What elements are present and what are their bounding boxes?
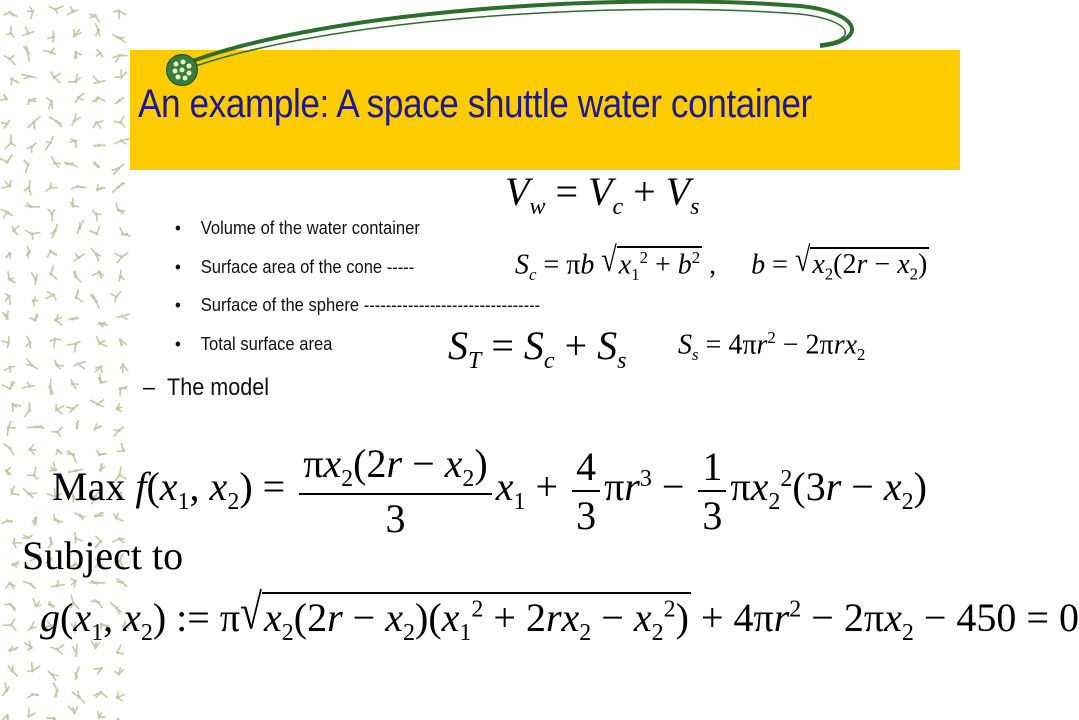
pattern-glyph [95, 365, 103, 373]
pattern-glyph [55, 404, 64, 414]
pattern-glyph [27, 425, 44, 428]
pattern-glyph [27, 143, 37, 153]
pattern-glyph [28, 621, 37, 631]
pattern-glyph [111, 291, 121, 302]
pattern-glyph [27, 693, 39, 698]
bullet-text: Volume of the water container [200, 218, 420, 238]
pattern-glyph [98, 374, 107, 384]
pattern-glyph [114, 427, 124, 437]
pattern-glyph [4, 603, 16, 611]
pattern-glyph [90, 294, 99, 309]
pattern-glyph [47, 250, 57, 258]
pattern-glyph [11, 403, 21, 413]
pattern-glyph [2, 336, 10, 348]
bullet-marker: • [175, 218, 181, 238]
pattern-glyph [93, 691, 107, 698]
pattern-glyph [91, 248, 101, 261]
equation-cone-surface: $S_c = \pi b$ $√x_1^2 + b^2$ , $b = √x_2(2r - x_2)$ [515, 241, 928, 284]
equation-objective: Max $f(x_1$, $x_2$) = $\frac{\pi x_2(2r - x_2)}{3}$ $x_1$ + $\frac{4}{3}$ $\pi r^3$ − $\frac{1}{3}$ $\pi x_2^2(3r - x_2)$ [52, 441, 927, 541]
pattern-glyph [3, 444, 14, 456]
pattern-glyph [49, 266, 57, 279]
pattern-glyph [31, 272, 37, 285]
pattern-glyph [119, 387, 128, 397]
pattern-glyph [5, 582, 15, 590]
pattern-glyph [48, 671, 59, 681]
equation-sphere-surface: $S_s = 4\pi r^2 - 2\pi rx_2$ [678, 328, 866, 364]
pattern-glyph [119, 338, 127, 346]
pattern-glyph [32, 296, 39, 306]
pattern-glyph [97, 711, 105, 719]
sub-item [143, 374, 269, 402]
pattern-glyph [1, 209, 13, 218]
pattern-glyph [112, 164, 125, 175]
pattern-glyph [90, 400, 104, 407]
pattern-glyph [115, 253, 129, 263]
bullet-item [175, 218, 540, 257]
bullet-text: Total surface area [200, 333, 333, 354]
pattern-glyph [2, 381, 15, 390]
pattern-glyph [114, 667, 123, 675]
pattern-glyph [89, 226, 100, 235]
pattern-glyph [66, 404, 78, 412]
pattern-glyph [92, 210, 101, 221]
slide-title: An example: A space shuttle water container [138, 82, 812, 126]
pattern-glyph [98, 322, 108, 327]
pattern-glyph [0, 154, 12, 163]
pattern-glyph [8, 646, 18, 653]
pattern-glyph [74, 667, 79, 680]
pattern-glyph [114, 139, 129, 144]
pattern-glyph [112, 182, 125, 192]
pattern-glyph [72, 690, 85, 703]
bullet-marker: • [175, 333, 181, 354]
pattern-glyph [68, 316, 78, 320]
pattern-glyph [116, 578, 127, 587]
pattern-glyph [116, 403, 123, 412]
equation-constraint: $g(x_1$, $x_2$) := $\pi√x_2(2r - x_2)(x_1^2 + 2rx_2 - x_2^2) + 4\pi r^2 - 2\pi x_2 - 450 = 0$ [40, 583, 1079, 646]
pattern-glyph [29, 444, 37, 455]
pattern-glyph [2, 682, 9, 696]
pattern-glyph [54, 314, 62, 325]
pattern-glyph [8, 271, 16, 283]
pattern-glyph [73, 362, 86, 370]
subject-to-label: Subject to [22, 533, 184, 578]
pattern-glyph [24, 402, 31, 417]
pattern-glyph [5, 293, 11, 304]
equation-volume: $V_w = V_c + V_s$ [505, 169, 700, 220]
pattern-glyph [120, 227, 131, 236]
pattern-glyph [70, 198, 79, 208]
pattern-glyph [27, 467, 38, 480]
pattern-glyph [120, 363, 128, 373]
pattern-glyph [1, 714, 9, 720]
pattern-glyph [96, 336, 107, 346]
pattern-glyph [48, 209, 55, 222]
pattern-glyph [3, 619, 16, 631]
pattern-glyph [89, 580, 105, 584]
pattern-glyph [32, 517, 38, 526]
pattern-glyph [12, 225, 19, 235]
pattern-glyph [93, 667, 103, 675]
pattern-glyph [71, 578, 77, 588]
pattern-glyph [48, 379, 53, 395]
pattern-glyph [53, 682, 58, 697]
pattern-glyph [26, 358, 38, 369]
bullet-text: Surface area of the cone ----- [200, 256, 415, 277]
pattern-glyph [116, 202, 125, 213]
bullet-marker: • [175, 295, 181, 315]
bullet-marker: • [175, 256, 181, 277]
pattern-glyph [27, 707, 35, 718]
sub-item-marker: – [143, 374, 156, 401]
pattern-glyph [12, 538, 22, 548]
pattern-glyph [77, 220, 84, 234]
pattern-glyph [25, 230, 40, 240]
pattern-glyph [51, 224, 57, 238]
pattern-glyph [92, 270, 104, 279]
pattern-glyph [93, 423, 102, 430]
pattern-glyph [25, 203, 40, 209]
pattern-glyph [23, 581, 36, 588]
pattern-glyph [116, 691, 125, 701]
pattern-glyph [5, 134, 16, 149]
pattern-glyph [67, 341, 81, 353]
pattern-glyph [73, 253, 85, 261]
pattern-glyph [119, 270, 125, 282]
pattern-glyph [2, 180, 12, 188]
pattern-glyph [71, 185, 86, 189]
pattern-glyph [70, 139, 78, 149]
pattern-glyph [68, 706, 77, 714]
pattern-glyph [1, 120, 10, 129]
pattern-glyph [6, 252, 12, 259]
pattern-glyph [11, 562, 19, 568]
pattern-glyph [21, 382, 34, 389]
pattern-glyph [116, 314, 130, 320]
pattern-glyph [26, 246, 31, 258]
pattern-glyph [71, 379, 79, 390]
pattern-glyph [93, 144, 105, 147]
pattern-glyph [93, 162, 100, 169]
sub-item-text: The model [167, 374, 270, 401]
pattern-glyph [1, 519, 13, 523]
pattern-glyph [64, 162, 78, 167]
pattern-glyph [46, 291, 57, 300]
pattern-glyph [96, 184, 106, 191]
pattern-glyph [24, 160, 30, 173]
pattern-glyph [4, 366, 15, 373]
pattern-glyph [23, 488, 37, 497]
pattern-glyph [10, 486, 19, 495]
pattern-glyph [5, 467, 11, 476]
pattern-glyph [2, 311, 9, 320]
pattern-glyph [46, 182, 58, 191]
pattern-glyph [75, 420, 78, 430]
pattern-glyph [24, 641, 32, 651]
pattern-glyph [45, 136, 53, 150]
pattern-glyph [7, 421, 16, 436]
pattern-glyph [51, 427, 63, 437]
pattern-glyph [93, 121, 103, 129]
bullet-text: Surface of the sphere -------------------------------- [200, 295, 541, 315]
pattern-glyph [24, 180, 32, 195]
bullet-item [175, 257, 540, 296]
pattern-glyph [50, 338, 61, 348]
equation-total-surface: $S_T = S_c + S_s$ [448, 323, 627, 374]
pattern-glyph [30, 314, 39, 322]
pattern-glyph [26, 336, 32, 348]
pattern-glyph [55, 360, 64, 370]
pattern-glyph [8, 665, 18, 676]
pattern-glyph [27, 662, 40, 672]
pattern-glyph [51, 580, 65, 587]
pattern-glyph [73, 271, 81, 283]
pattern-glyph [52, 156, 61, 167]
pattern-glyph [74, 290, 82, 302]
